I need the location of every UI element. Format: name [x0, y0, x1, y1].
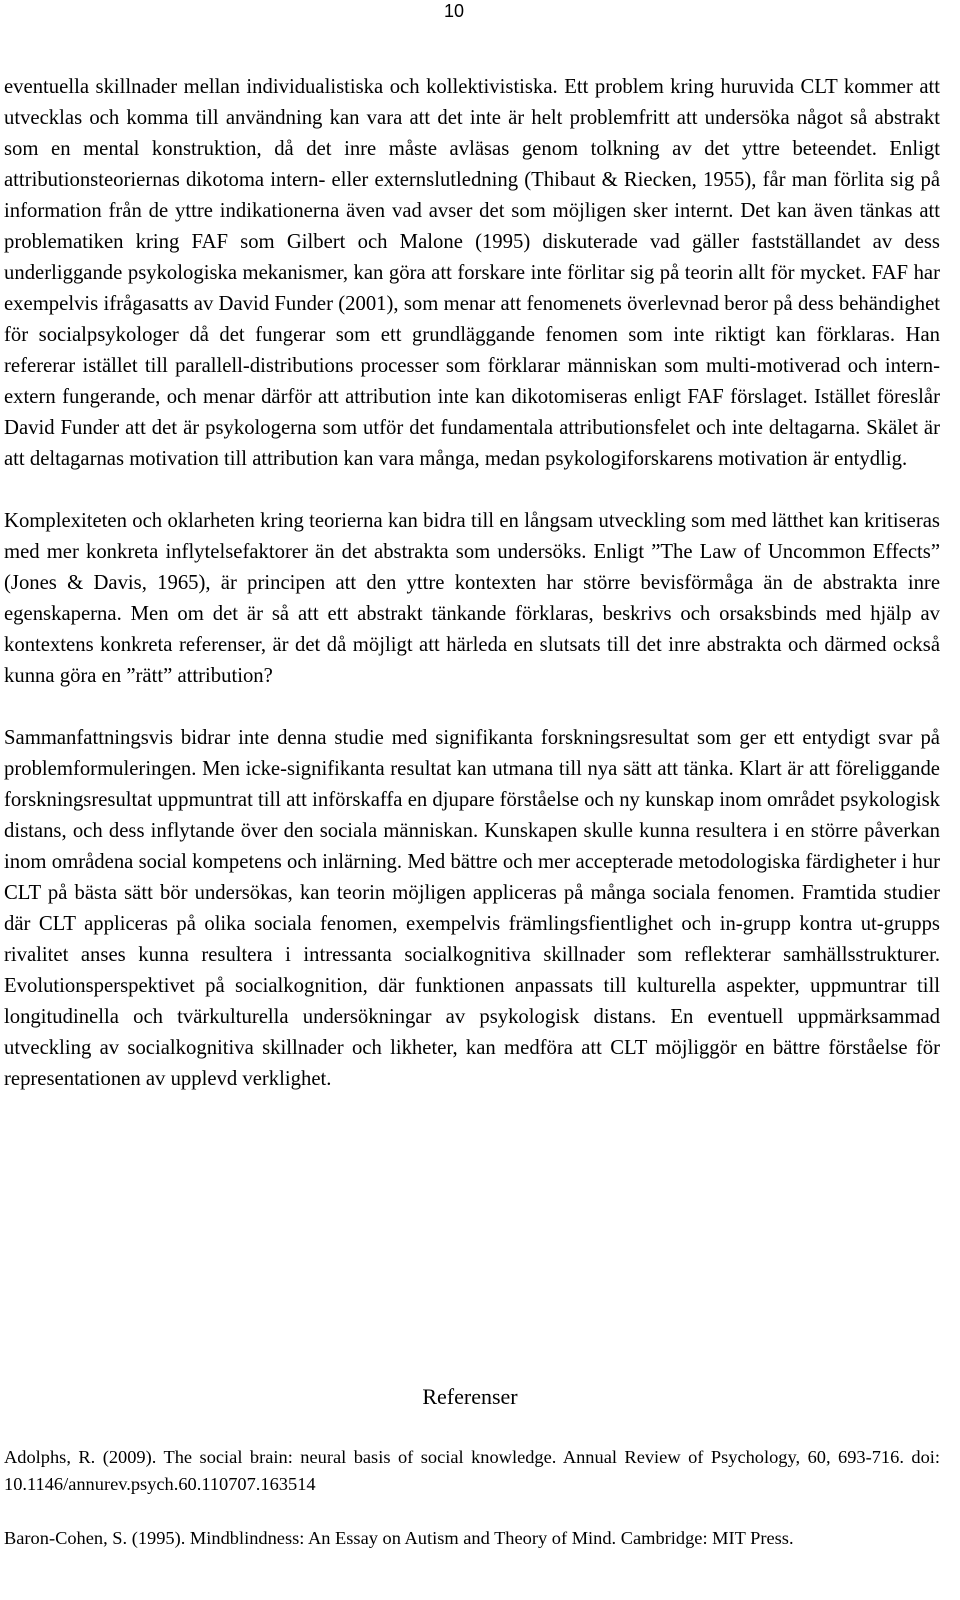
body-text [4, 72, 940, 1095]
reference-item: Adolphs, R. (2009). The social brain: neural basis of social knowledge. Annual Review of Psychology, 60, 693-716. doi: 10.1146/annurev.psych.60.110707.163514 [4, 1447, 940, 1494]
page-number: 10 [444, 1, 465, 21]
paragraph-3: Sammanfattningsvis bidrar inte denna studie med signifikanta forskningsresultat som ger ett entydigt svar på problemformuleringen. Men icke-signifikanta resultat kan utmana till nya sätt att tänka. Klart är att föreliggande forskningsresultat uppmuntrat till att införskaffa en djupare förståelse och ny kunskap inom området psykologisk distans, och dess inflytande över den sociala människan. Kunskapen skulle kunna resultera i en större påverkan inom områdena social kompetens och inlärning. Med bättre och mer accepterade metodologiska färdigheter i hur CLT på bästa sätt bör undersökas, kan teorin möjligen appliceras på många sociala fenomen. Framtida studier där CLT appliceras på olika sociala fenomen, exempelvis främlingsfientlighet och in-grupp kontra ut-grupps rivalitet anses kunna resultera i intressanta socialkognitiva skillnader som reflekterar samhällsstrukturer. Evolutionsperspektivet på socialkognition, där funktionen anpassats till kulturella aspekter, uppmuntrar till longitudinella och tvärkulturella undersökningar av psykologisk distans. En eventuell uppmärksammad utveckling av socialkognitiva skillnader och likheter, kan medföra att CLT möjliggör en bättre förståelse för representationen av upplevd verklighet. [4, 727, 940, 1090]
references-heading: Referenser [422, 1384, 518, 1409]
paragraph-2: Komplexiteten och oklarheten kring teorierna kan bidra till en långsam utveckling som med lätthet kan kritiseras med mer konkreta inflytelsefaktorer än det abstrakta som undersöks. Enligt ”The Law of Uncommon Effects” (Jones & Davis, 1965), är principen att den yttre kontexten har större bevisförmåga än de abstrakta inre egenskaperna. Men om det är så att ett abstrakt tänkande förklaras, beskrivs och orsaksbinds med hjälp av kontextens konkreta referenser, är det då möjligt att härleda en slutsats till det inre abstrakta och därmed också kunna göra en ”rätt” attribution? [4, 510, 940, 687]
references-list [4, 1444, 940, 1552]
reference-item: Baron-Cohen, S. (1995). Mindblindness: An Essay on Autism and Theory of Mind. Cambridge: MIT Press. [4, 1528, 794, 1548]
paragraph-1: eventuella skillnader mellan individualistiska och kollektivistiska. Ett problem kring huruvida CLT kommer att utvecklas och komma till användning kan vara att det inte är helt problemfritt att undersöka något så abstrakt som en mental konstruktion, då det inre måste avläsas genom tolkning av det yttre beteendet. Enligt attributionsteoriernas dikotoma intern- eller externslutledning (Thibaut & Riecken, 1955), får man förlita sig på information från de yttre indikationerna även vad avser det som möjligen sker internt. Det kan även tänkas att problematiken kring FAF som Gilbert och Malone (1995) diskuterade vad gäller fastställandet av dess underliggande psykologiska mekanismer, kan göra att forskare inte förlitar sig på teorin allt för mycket. FAF har exempelvis ifrågasatts av David Funder (2001), som menar att fenomenets överlevnad beror på dess behändighet för socialpsykologer då det fungerar som ett grundläggande fenomen som inte riktigt kan förklaras. Han refererar istället till parallell-distributions processer som förklarar människan som multi-motiverad och intern-extern fungerande, och menar därför att attribution inte kan dikotomiseras enligt FAF förslaget. Istället föreslår David Funder att det är psykologerna som utför det fundamentala attributionsfelet och inte deltagarna. Skälet är att deltagarnas motivation till attribution kan vara många, medan psykologiforskarens motivation är entydlig. [4, 76, 940, 470]
